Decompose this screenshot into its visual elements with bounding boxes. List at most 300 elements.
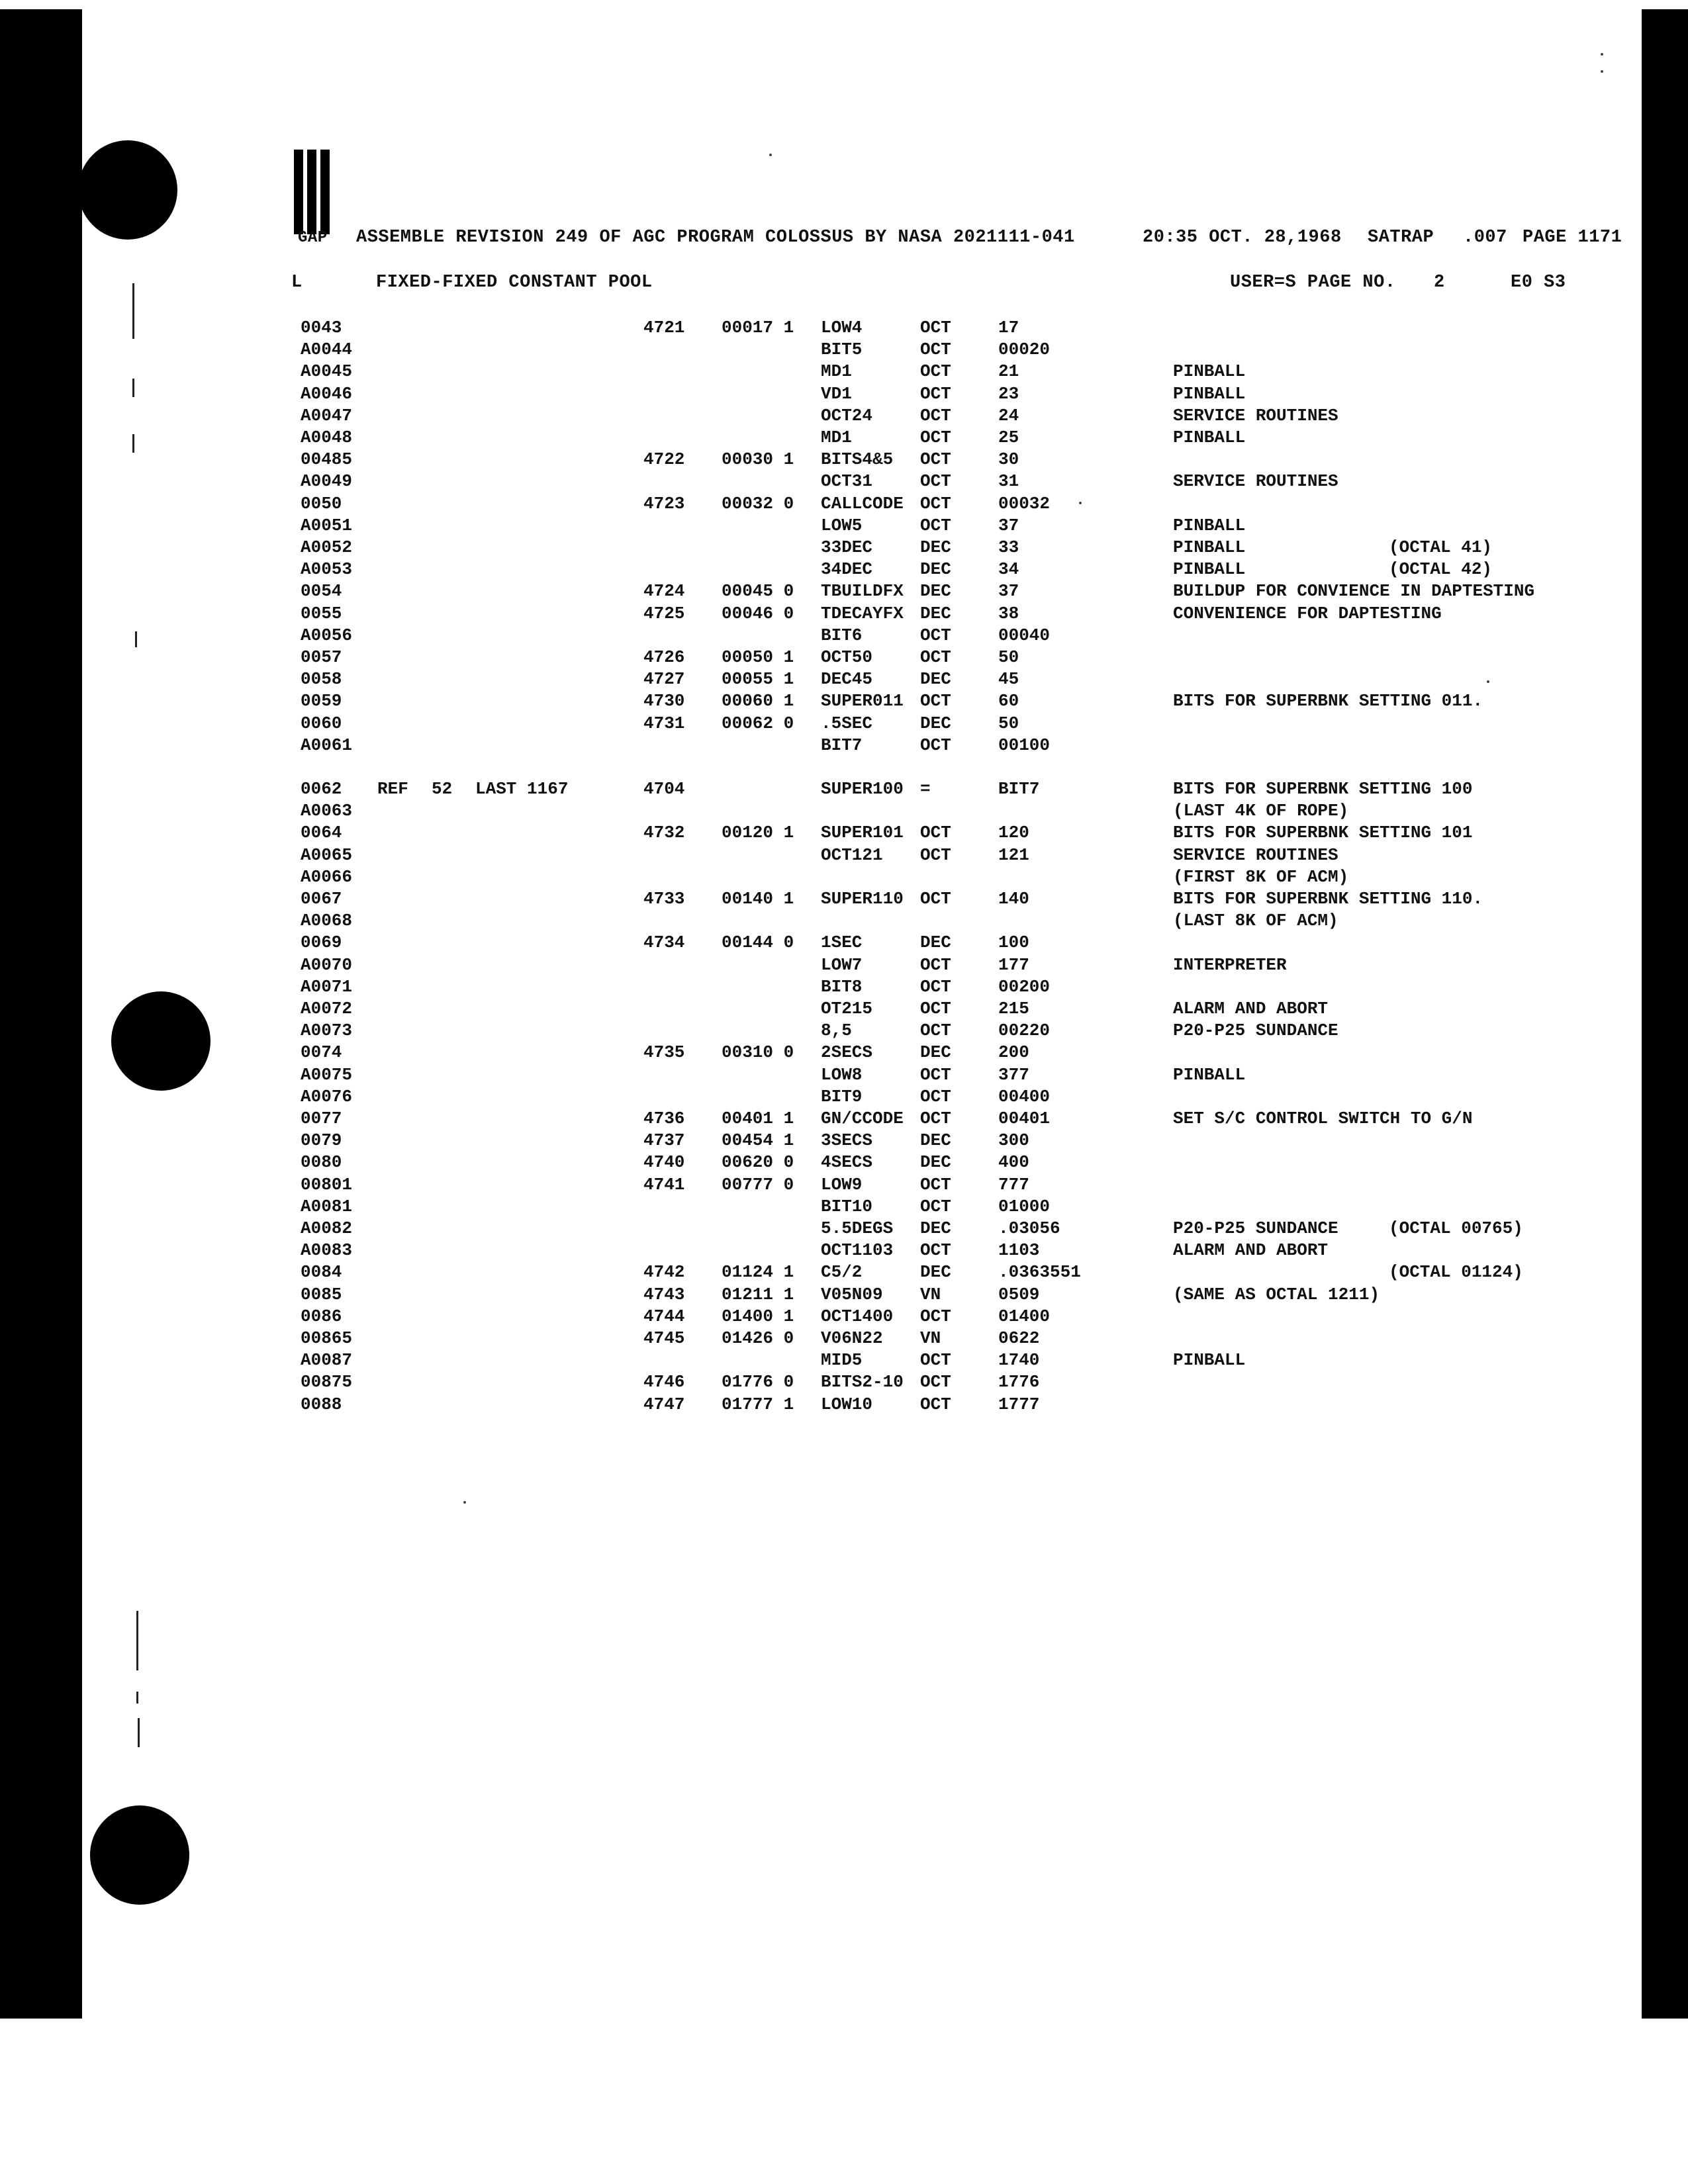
opcode: OCT: [920, 449, 951, 470]
symbol-label: 4SECS: [821, 1152, 873, 1173]
listing-row: [0, 428, 1688, 450]
address: 4725: [643, 603, 685, 623]
symbol-label: MD1: [821, 361, 852, 382]
opcode: OCT: [920, 405, 951, 426]
octal-word: 00620 0: [722, 1152, 794, 1173]
listing-row: [0, 1240, 1688, 1263]
symbol-label: CALLCODE: [821, 493, 904, 514]
octal-word: 00060 1: [722, 691, 794, 711]
opcode: OCT: [920, 999, 951, 1019]
operand: 01000: [998, 1196, 1051, 1216]
header-l-marker: L: [291, 273, 303, 293]
address: 4745: [643, 1328, 685, 1348]
address: 4722: [643, 449, 685, 470]
line-number: 0080: [301, 1152, 342, 1173]
comment: PINBALL: [1173, 1350, 1246, 1371]
symbol-label: OCT50: [821, 647, 873, 667]
listing-row: [0, 449, 1688, 472]
listing-row: [0, 516, 1688, 538]
address: 4730: [643, 691, 685, 711]
octal-note: (OCTAL 41): [1389, 537, 1493, 557]
address: 4732: [643, 823, 685, 843]
opcode: DEC: [920, 1218, 951, 1238]
symbol-label: LOW7: [821, 954, 863, 975]
symbol-label: C5/2: [821, 1262, 863, 1283]
octal-word: 00045 0: [722, 581, 794, 602]
address: 4740: [643, 1152, 685, 1173]
listing-row: [0, 1285, 1688, 1307]
opcode: OCT: [920, 1086, 951, 1107]
speck: [769, 154, 772, 156]
address: 4735: [643, 1042, 685, 1063]
listing-row: [0, 801, 1688, 823]
opcode: DEC: [920, 559, 951, 580]
line-number: 0058: [301, 669, 342, 690]
opcode: DEC: [920, 581, 951, 602]
operand: 1777: [998, 1394, 1040, 1414]
symbol-label: MD1: [821, 428, 852, 447]
operand: 00040: [998, 625, 1051, 645]
listing-row: [0, 691, 1688, 713]
line-number: 0077: [301, 1109, 342, 1128]
line-number: A0063: [301, 801, 353, 821]
octal-note: (OCTAL 00765): [1389, 1218, 1523, 1238]
operand: 50: [998, 647, 1019, 667]
operand: .03056: [998, 1218, 1060, 1238]
listing-row: [0, 1394, 1688, 1417]
listing-row: [0, 999, 1688, 1021]
opcode: OCT: [920, 954, 951, 975]
opcode: OCT: [920, 428, 951, 447]
symbol-label: 8,5: [821, 1021, 852, 1041]
symbol-label: MID5: [821, 1350, 863, 1371]
symbol-label: SUPER101: [821, 823, 904, 843]
symbol-label: BIT7: [821, 735, 863, 755]
operand: 30: [998, 449, 1019, 470]
operand: 60: [998, 691, 1019, 711]
symbol-label: LOW8: [821, 1064, 863, 1085]
line-number: A0046: [301, 383, 353, 404]
listing-row: [0, 1197, 1688, 1219]
symbol-label: SUPER011: [821, 691, 904, 711]
symbol-label: DEC45: [821, 669, 873, 690]
header-user-page-num: 2: [1434, 273, 1445, 293]
page-marker-bars: [294, 150, 331, 234]
symbol-label: OCT31: [821, 471, 873, 492]
punch-hole-bottom: [90, 1805, 189, 1905]
octal-word: 00310 0: [722, 1042, 794, 1063]
opcode: OCT: [920, 976, 951, 997]
listing-row: [0, 1042, 1688, 1065]
listing-row: [0, 867, 1688, 889]
symbol-label: BITS2-10: [821, 1372, 904, 1392]
margin-mark: [136, 1692, 138, 1704]
line-number: 0069: [301, 933, 342, 953]
line-number: 00485: [301, 449, 353, 470]
line-number: 0088: [301, 1394, 342, 1414]
octal-word: 00062 0: [722, 713, 794, 733]
symbol-label: BIT9: [821, 1086, 863, 1107]
octal-word: 00055 1: [722, 669, 794, 690]
line-number: A0075: [301, 1064, 353, 1085]
line-number: A0072: [301, 999, 353, 1019]
opcode: OCT: [920, 471, 951, 492]
symbol-label: BIT8: [821, 976, 863, 997]
opcode: DEC: [920, 713, 951, 733]
listing-row: [0, 406, 1688, 428]
listing-row: [0, 1262, 1688, 1285]
symbol-label: OT215: [821, 999, 873, 1019]
symbol-label: VD1: [821, 383, 852, 404]
listing-row: [0, 537, 1688, 560]
line-number: 00801: [301, 1174, 353, 1195]
listing-row: [0, 1306, 1688, 1329]
line-number: A0049: [301, 471, 353, 492]
line-number: 00865: [301, 1328, 353, 1348]
comment: PINBALL: [1173, 383, 1246, 404]
line-number: A0047: [301, 405, 353, 426]
opcode: =: [920, 779, 931, 799]
operand: 100: [998, 933, 1029, 953]
octal-note: (OCTAL 01124): [1389, 1262, 1523, 1283]
listing-row: [0, 823, 1688, 845]
listing-row: [0, 933, 1688, 955]
operand: 21: [998, 361, 1019, 382]
speck: [1601, 53, 1603, 56]
comment: BUILDUP FOR CONVIENCE IN DAPTESTING: [1173, 581, 1535, 602]
header-code: E0 S3: [1511, 273, 1566, 293]
opcode: OCT: [920, 1021, 951, 1041]
line-number: A0052: [301, 537, 353, 557]
symbol-label: OCT1400: [821, 1306, 894, 1326]
octal-word: 00050 1: [722, 647, 794, 667]
octal-word: 01124 1: [722, 1262, 794, 1283]
octal-word: 00032 0: [722, 493, 794, 514]
symbol-label: BITS4&5: [821, 449, 894, 470]
symbol-label: 1SEC: [821, 933, 863, 953]
address: 4724: [643, 581, 685, 602]
opcode: OCT: [920, 1350, 951, 1371]
comment: (SAME AS OCTAL 1211): [1173, 1284, 1380, 1304]
listing-row: [0, 384, 1688, 406]
operand: 177: [998, 954, 1029, 975]
line-number: A0061: [301, 735, 353, 755]
opcode: OCT: [920, 823, 951, 843]
operand: 33: [998, 537, 1019, 557]
symbol-label: SUPER110: [821, 889, 904, 909]
listing-row: [0, 779, 1688, 801]
operand: 0622: [998, 1328, 1040, 1348]
symbol-label: TBUILDFX: [821, 581, 904, 602]
line-number: 0085: [301, 1284, 342, 1304]
operand: 00032: [998, 493, 1051, 514]
comment: PINBALL: [1173, 559, 1246, 580]
listing-row: [0, 735, 1688, 758]
listing-row: [0, 647, 1688, 670]
comment: PINBALL: [1173, 515, 1246, 535]
symbol-label: LOW10: [821, 1394, 873, 1414]
operand: BIT7: [998, 779, 1040, 799]
operand: 34: [998, 559, 1019, 580]
header-subtitle: FIXED-FIXED CONSTANT POOL: [376, 273, 653, 293]
operand: 00100: [998, 735, 1051, 755]
address: 4723: [643, 493, 685, 514]
symbol-label: 33DEC: [821, 537, 873, 557]
listing-row: [0, 1328, 1688, 1351]
operand: 31: [998, 471, 1019, 492]
line-number: A0045: [301, 361, 353, 382]
operand: 00401: [998, 1109, 1051, 1128]
line-number: A0044: [301, 340, 353, 360]
comment: (LAST 8K OF ACM): [1173, 911, 1338, 931]
symbol-label: OCT121: [821, 844, 883, 865]
address: 4741: [643, 1174, 685, 1195]
line-number: A0076: [301, 1086, 353, 1107]
symbol-label: V06N22: [821, 1328, 883, 1348]
opcode: DEC: [920, 603, 951, 623]
speck: [1601, 70, 1603, 73]
address: 4747: [643, 1394, 685, 1414]
line-number: 0062: [301, 779, 342, 799]
opcode: OCT: [920, 1306, 951, 1326]
comment: SET S/C CONTROL SWITCH TO G/N: [1173, 1109, 1473, 1128]
symbol-label: BIT6: [821, 625, 863, 645]
line-number: A0066: [301, 866, 353, 887]
line-number: A0073: [301, 1021, 353, 1041]
ref-count: 52: [432, 779, 453, 799]
line-number: A0051: [301, 515, 353, 535]
comment: BITS FOR SUPERBNK SETTING 110.: [1173, 889, 1483, 909]
listing-row: [0, 471, 1688, 494]
listing-row: [0, 604, 1688, 626]
comment: P20-P25 SUNDANCE: [1173, 1021, 1338, 1041]
address: 4704: [643, 779, 685, 799]
opcode: DEC: [920, 669, 951, 690]
line-number: 0086: [301, 1306, 342, 1326]
line-number: 0064: [301, 823, 342, 843]
listing-row: [0, 845, 1688, 868]
comment: INTERPRETER: [1173, 954, 1287, 975]
line-number: A0087: [301, 1350, 353, 1371]
address: 4743: [643, 1284, 685, 1304]
operand: 1103: [998, 1240, 1040, 1261]
opcode: OCT: [920, 361, 951, 382]
address: 4737: [643, 1130, 685, 1151]
symbol-label: 2SECS: [821, 1042, 873, 1063]
operand: 377: [998, 1064, 1029, 1085]
symbol-label: LOW5: [821, 515, 863, 535]
listing-row: [0, 494, 1688, 516]
listing-row: [0, 559, 1688, 582]
comment: PINBALL: [1173, 1064, 1246, 1085]
octal-word: 00046 0: [722, 603, 794, 623]
listing-row: [0, 977, 1688, 999]
operand: 777: [998, 1174, 1029, 1195]
octal-word: 00777 0: [722, 1174, 794, 1195]
ref-marker: REF: [377, 779, 408, 799]
operand: 1740: [998, 1350, 1040, 1371]
symbol-label: OCT1103: [821, 1240, 894, 1261]
operand: 121: [998, 844, 1029, 865]
opcode: OCT: [920, 383, 951, 404]
octal-word: 00454 1: [722, 1130, 794, 1151]
opcode: VN: [920, 1284, 941, 1304]
line-number: 0050: [301, 493, 342, 514]
octal-word: 00140 1: [722, 889, 794, 909]
address: 4736: [643, 1109, 685, 1128]
symbol-label: BIT10: [821, 1196, 873, 1216]
operand: 37: [998, 581, 1019, 602]
comment: BITS FOR SUPERBNK SETTING 100: [1173, 779, 1473, 799]
comment: BITS FOR SUPERBNK SETTING 101: [1173, 823, 1473, 843]
listing-row: [0, 713, 1688, 736]
line-number: A0065: [301, 844, 353, 865]
line-number: 0084: [301, 1262, 342, 1283]
listing-row: [0, 1152, 1688, 1175]
operand: 300: [998, 1130, 1029, 1151]
operand: 38: [998, 603, 1019, 623]
listing-row: [0, 340, 1688, 362]
operand: 400: [998, 1152, 1029, 1173]
operand: 50: [998, 713, 1019, 733]
octal-word: 00144 0: [722, 933, 794, 953]
address: 4742: [643, 1262, 685, 1283]
opcode: OCT: [920, 1109, 951, 1128]
comment: BITS FOR SUPERBNK SETTING 011.: [1173, 691, 1483, 711]
opcode: OCT: [920, 735, 951, 755]
octal-word: 00120 1: [722, 823, 794, 843]
line-number: A0081: [301, 1196, 353, 1216]
address: 4733: [643, 889, 685, 909]
opcode: OCT: [920, 1196, 951, 1216]
line-number: 0054: [301, 581, 342, 602]
operand: 00220: [998, 1021, 1051, 1041]
listing-row: [0, 581, 1688, 604]
listing-row: [0, 1065, 1688, 1087]
opcode: OCT: [920, 647, 951, 667]
address: 4744: [643, 1306, 685, 1326]
octal-note: (OCTAL 42): [1389, 559, 1493, 580]
opcode: OCT: [920, 691, 951, 711]
line-number: 0074: [301, 1042, 342, 1063]
line-number: 00875: [301, 1372, 353, 1392]
symbol-label: OCT24: [821, 405, 873, 426]
opcode: OCT: [920, 1064, 951, 1085]
operand: 17: [998, 318, 1019, 338]
opcode: OCT: [920, 515, 951, 535]
line-number: A0056: [301, 625, 353, 645]
header-title: ASSEMBLE REVISION 249 OF AGC PROGRAM COLOSSUS BY NASA 2021111-041: [356, 228, 1075, 248]
address: 4721: [643, 318, 685, 338]
operand: 215: [998, 999, 1029, 1019]
line-number: 0057: [301, 647, 342, 667]
opcode: OCT: [920, 493, 951, 514]
listing-row: [0, 1021, 1688, 1043]
listing-row: [0, 1372, 1688, 1394]
comment: PINBALL: [1173, 361, 1246, 382]
margin-mark: [138, 1718, 140, 1747]
listing-row: [0, 1218, 1688, 1241]
line-number: 0055: [301, 603, 342, 623]
header-satrap: SATRAP: [1368, 228, 1434, 248]
line-number: A0053: [301, 559, 353, 580]
line-number: A0070: [301, 954, 353, 975]
address: 4734: [643, 933, 685, 953]
symbol-label: 34DEC: [821, 559, 873, 580]
opcode: DEC: [920, 1130, 951, 1151]
line-number: A0071: [301, 976, 353, 997]
opcode: OCT: [920, 340, 951, 360]
octal-word: 00401 1: [722, 1109, 794, 1128]
header-tag: GAP: [298, 229, 328, 247]
operand: 200: [998, 1042, 1029, 1063]
listing-row: [0, 1130, 1688, 1153]
listing-row: [0, 1087, 1688, 1109]
symbol-label: BIT5: [821, 340, 863, 360]
octal-word: 01211 1: [722, 1284, 794, 1304]
address: 4746: [643, 1372, 685, 1392]
opcode: OCT: [920, 889, 951, 909]
line-number: 0059: [301, 691, 342, 711]
line-number: 0043: [301, 318, 342, 338]
operand: 25: [998, 428, 1019, 447]
opcode: OCT: [920, 844, 951, 865]
line-number: A0068: [301, 911, 353, 931]
octal-word: 00017 1: [722, 318, 794, 338]
opcode: DEC: [920, 537, 951, 557]
comment: PINBALL: [1173, 428, 1246, 447]
octal-word: 01776 0: [722, 1372, 794, 1392]
operand: 00200: [998, 976, 1051, 997]
operand: 120: [998, 823, 1029, 843]
octal-word: 01426 0: [722, 1328, 794, 1348]
last-ref: LAST 1167: [475, 779, 569, 799]
header-satrap-code: .007: [1463, 228, 1507, 248]
symbol-label: V05N09: [821, 1284, 883, 1304]
listing-row: [0, 1175, 1688, 1197]
opcode: OCT: [920, 1372, 951, 1392]
comment: SERVICE ROUTINES: [1173, 471, 1338, 492]
listing-row: [0, 889, 1688, 911]
operand: 24: [998, 405, 1019, 426]
line-number: 0067: [301, 889, 342, 909]
header-page: PAGE 1171: [1523, 228, 1622, 248]
punch-hole-top: [78, 140, 177, 240]
comment: SERVICE ROUTINES: [1173, 405, 1338, 426]
listing-row: [0, 1350, 1688, 1373]
octal-word: 01400 1: [722, 1306, 794, 1326]
operand: 01400: [998, 1306, 1051, 1326]
opcode: OCT: [920, 625, 951, 645]
listing-row: [0, 911, 1688, 933]
symbol-label: .5SEC: [821, 713, 873, 733]
listing-row: [0, 1109, 1688, 1131]
speck: [463, 1501, 466, 1504]
octal-word: 01777 1: [722, 1394, 794, 1414]
comment: CONVENIENCE FOR DAPTESTING: [1173, 603, 1442, 623]
symbol-label: TDECAYFX: [821, 603, 904, 623]
symbol-label: LOW9: [821, 1174, 863, 1195]
opcode: DEC: [920, 1152, 951, 1173]
opcode: OCT: [920, 1240, 951, 1261]
symbol-label: SUPER100: [821, 779, 904, 799]
symbol-label: LOW4: [821, 318, 863, 338]
symbol-label: 5.5DEGS: [821, 1218, 894, 1238]
comment: ALARM AND ABORT: [1173, 999, 1329, 1019]
line-number: 0079: [301, 1130, 342, 1151]
header-user-page: USER=S PAGE NO.: [1230, 273, 1396, 293]
address: 4726: [643, 647, 685, 667]
